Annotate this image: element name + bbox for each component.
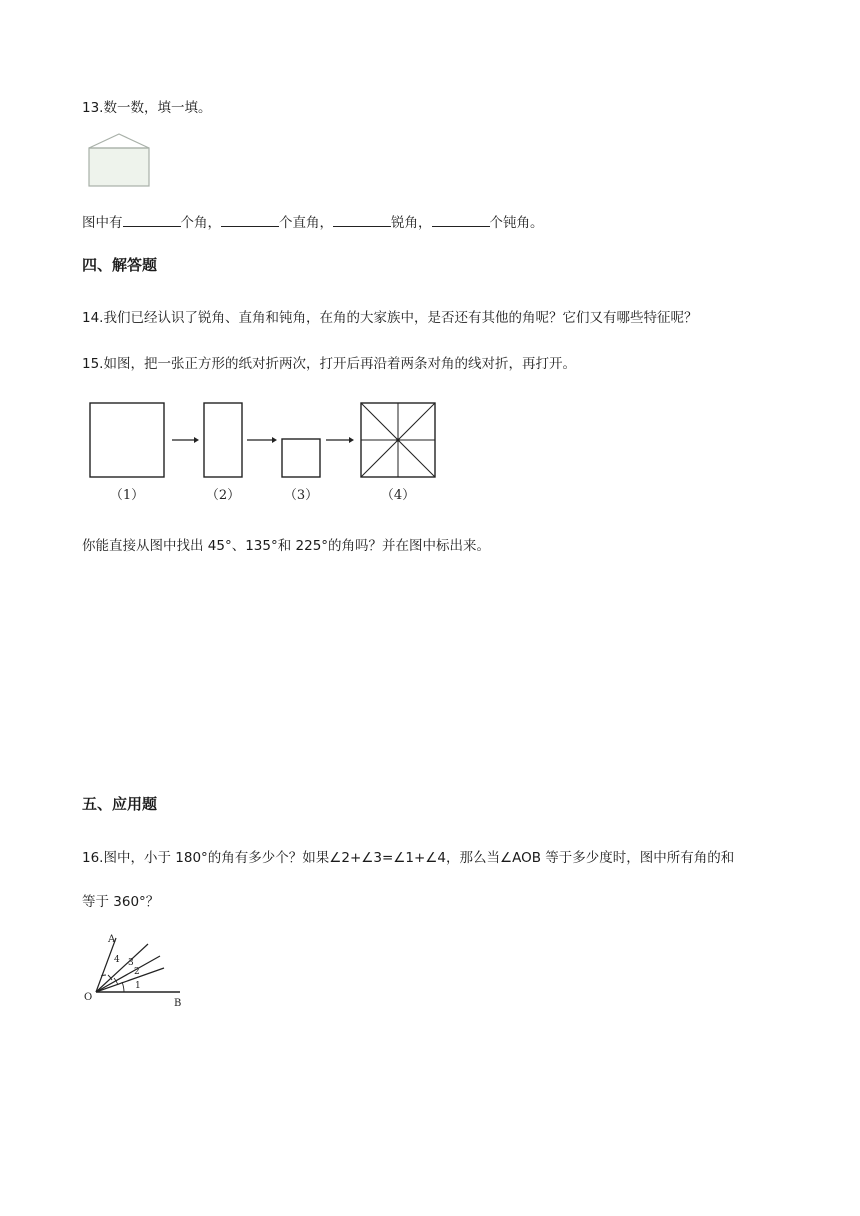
rectangle-2 (204, 403, 242, 477)
angle-1-label: 1 (135, 981, 141, 991)
q13-fill-text-4: 锐角， (391, 215, 432, 231)
answer-blank-acute-angles[interactable] (333, 214, 391, 227)
q13-fill-line (82, 211, 544, 231)
label-2: （2） (205, 488, 241, 503)
q13-title: 13.数一数，填一填。 (82, 100, 212, 116)
point-B-label: B (174, 998, 182, 1009)
q13-envelope-figure (86, 132, 152, 188)
square-3 (282, 439, 320, 477)
q15-text: 15.如图，把一张正方形的纸对折两次，打开后再沿着两条对角的线对折，再打开。 (82, 356, 576, 372)
q13-fill-text-1: 图中有 (82, 215, 123, 231)
answer-blank-right-angles[interactable] (221, 214, 279, 227)
square-1 (90, 403, 164, 477)
q14-text: 14.我们已经认识了锐角、直角和钝角，在角的大家族中，是否还有其他的角呢？它们又有哪些特征呢？ (82, 310, 698, 326)
q13-fill-text-2: 个角， (180, 215, 221, 231)
angle-4-label: 4 (114, 955, 120, 965)
q15-folding-figure (86, 398, 446, 510)
q16-text-line-2: 等于 360°？ (82, 894, 160, 910)
section-heading-4: 四、解答题 (82, 256, 158, 274)
angle-2-label: 2 (134, 967, 140, 977)
point-A-label: A (108, 934, 116, 945)
q16-angle-figure (84, 928, 194, 1010)
q15-question: 你能直接从图中找出 45°、135°和 225°的角吗？并在图中标出来。 (82, 538, 491, 554)
answer-blank-obtuse-angles[interactable] (432, 214, 490, 227)
square-4-folded (361, 403, 435, 477)
q13-fill-text-3: 个直角， (279, 215, 333, 231)
label-3: （3） (283, 488, 319, 503)
label-4: （4） (380, 488, 416, 503)
q13-fill-text-5: 个钝角。 (489, 215, 544, 231)
q16-text-line-1: 16.图中，小于 180°的角有多少个？如果∠2+∠3=∠1+∠4，那么当∠AOB 等于多少度时，图中所有角的和 (82, 850, 735, 866)
angle-3-label: 3 (128, 958, 134, 968)
answer-blank-angles[interactable] (123, 214, 181, 227)
point-O-label: O (84, 992, 93, 1003)
section-heading-5: 五、应用题 (82, 795, 158, 813)
label-1: （1） (109, 488, 145, 503)
